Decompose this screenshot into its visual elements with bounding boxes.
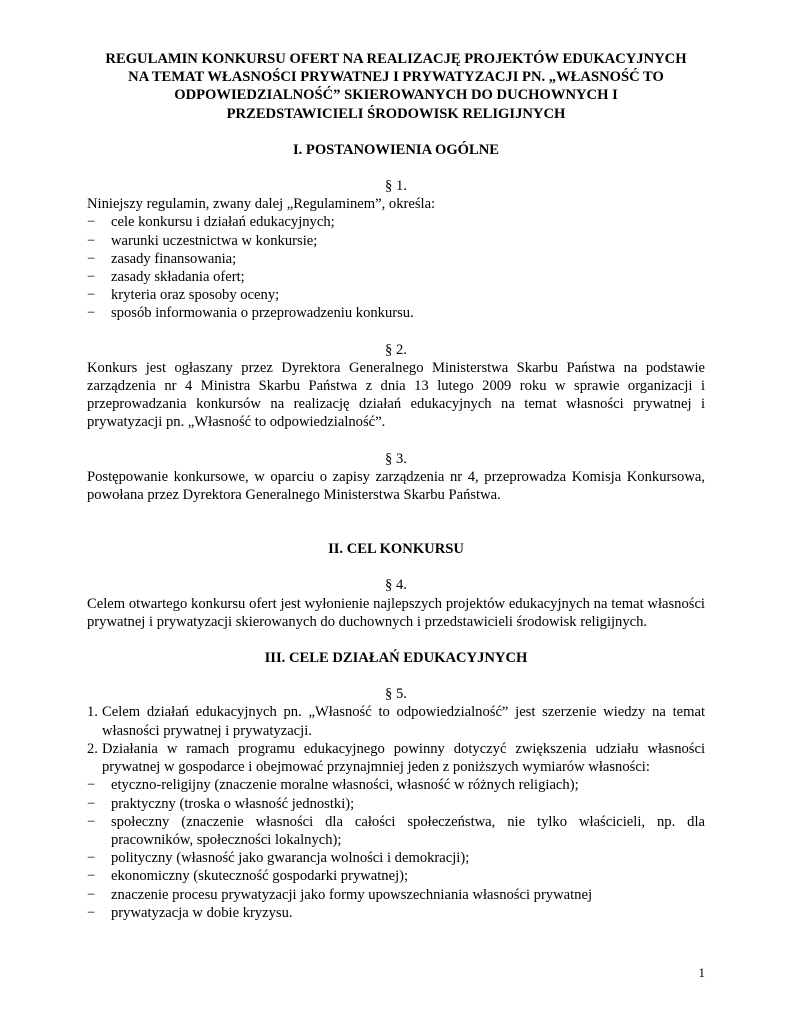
item-number: 2. [87,740,98,757]
dash-bullet: − [87,795,96,812]
dash-bullet: − [87,868,96,885]
dash-bullet: − [87,886,96,903]
document-title [87,50,705,123]
paragraph-2-text: Konkurs jest ogłaszany przez Dyrektora Generalnego Ministerstwa Skarbu Państwa na podstawie zarządzenia nr 4 Ministra Skarbu Państwa z dnia 13 lutego 2009 roku w sprawie organizacji i przeprowadzania konkursów na realizację działań edukacyjnych na temat własności prywatnej i prywatyzacji pn. „Własność to odpowiedzialność”. [87,359,705,431]
list-item: − praktyczny (troska o własność jednostki); [87,795,355,812]
paragraph-1-list [87,213,705,322]
list-item: − polityczny (własność jako gwarancja wolności i demokracji); [87,850,470,867]
page-number: 1 [698,965,705,980]
dash-bullet: − [87,904,96,921]
list-item: − prywatyzacja w dobie kryzysu. [87,904,293,921]
title-line: ODPOWIEDZIALNOŚĆ” SKIEROWANYCH DO DUCHOWNYCH I [174,87,618,104]
dash-bullet: − [87,232,96,249]
dash-bullet: − [87,250,96,267]
dash-bullet: − [87,850,96,867]
paragraph-5-dimensions-list [87,776,705,922]
paragraph-1-intro: Niniejszy regulamin, zwany dalej „Regulaminem”, określa: [87,196,436,213]
dash-bullet: − [87,777,96,794]
numbered-item: 1. Celem działań edukacyjnych pn. „Własność to odpowiedzialność” jest szerzenie wiedzy na temat własności prywatnej i prywatyzacji. [87,704,705,739]
title-line: PRZEDSTAWICIELI ŚRODOWISK RELIGIJNYCH [226,105,566,122]
dash-bullet: − [87,214,96,231]
title-line: REGULAMIN KONKURSU OFERT NA REALIZACJĘ PROJEKTÓW EDUKACYJNYCH [105,51,687,67]
paragraph-5-numbered-list [87,703,705,776]
paragraph-mark-2: § 2. [385,341,407,358]
section-heading-educational-goals: III. CELE DZIAŁAŃ EDUKACYJNYCH [264,650,528,667]
list-item: − etyczno-religijny (znaczenie moralne własności, własność w różnych religiach); [87,777,579,794]
list-item: − społeczny (znaczenie własności dla całości społeczeństwa, nie tylko właścicieli, np. dla pracowników, społeczności lokalnych); [87,813,705,848]
section-heading-contest-goal: II. CEL KONKURSU [328,541,464,558]
title-line: NA TEMAT WŁASNOŚCI PRYWATNEJ I PRYWATYZACJI PN. „WŁASNOŚĆ TO [128,69,664,86]
list-item: − kryteria oraz sposoby oceny; [87,287,280,304]
dash-bullet: − [87,305,96,322]
list-item: − zasady składania ofert; [87,269,245,286]
section-heading-general-provisions: I. POSTANOWIENIA OGÓLNE [292,141,500,158]
document-page [87,50,705,922]
paragraph-4-text: Celem otwartego konkursu ofert jest wyłonienie najlepszych projektów edukacyjnych na temat własności prywatnej i prywatyzacji skierowanych do duchownych i przedstawicieli środowisk religijnych. [87,595,705,630]
list-item: − znaczenie procesu prywatyzacji jako formy upowszechniania własności prywatnej [87,886,592,903]
paragraph-mark-4: § 4. [385,577,407,594]
dash-bullet: − [87,287,96,304]
dash-bullet: − [87,813,96,830]
list-item: − cele konkursu i działań edukacyjnych; [87,214,335,231]
list-item: − zasady finansowania; [87,250,237,267]
item-number: 1. [87,704,98,721]
list-item: − warunki uczestnictwa w konkursie; [87,232,318,249]
dash-bullet: − [87,269,96,286]
paragraph-mark-5: § 5. [385,686,407,703]
list-item: − sposób informowania o przeprowadzeniu konkursu. [87,305,414,322]
numbered-item: 2. Działania w ramach programu edukacyjnego powinny dotyczyć zwiększenia udziału własności prywatnej w gospodarce i obejmować przynajmniej jeden z poniższych wymiarów własności: [87,740,705,776]
paragraph-3-text: Postępowanie konkursowe, w oparciu o zapisy zarządzenia nr 4, przeprowadza Komisja Konkursowa, powołana przez Dyrektora Generalnego Ministerstwa Skarbu Państwa. [87,468,705,504]
list-item: − ekonomiczny (skuteczność gospodarki prywatnej); [87,868,409,885]
paragraph-mark-1: § 1. [385,178,407,195]
paragraph-mark-3: § 3. [385,450,407,467]
